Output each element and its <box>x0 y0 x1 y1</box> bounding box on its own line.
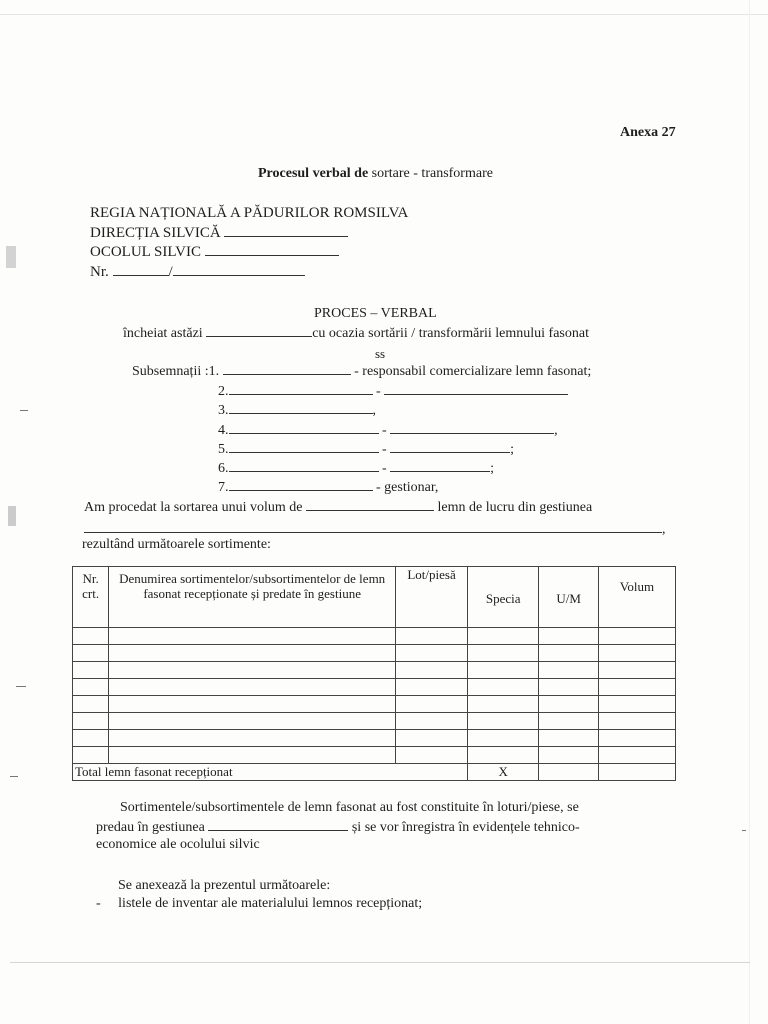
scan-speck <box>8 506 16 526</box>
signatory-3-number: 3. <box>218 403 229 418</box>
col-um <box>539 567 598 628</box>
table-cell[interactable] <box>598 645 675 662</box>
table-cell[interactable] <box>598 713 675 730</box>
table-total-row <box>73 764 676 781</box>
table-cell[interactable] <box>539 645 598 662</box>
lemn-lucru-text: lemn de lucru din gestiunea <box>437 500 593 515</box>
col-lot-piesa-label: Lot/piesă <box>407 567 456 582</box>
table-cell[interactable] <box>539 628 598 645</box>
signatory-2-dash: - <box>376 384 381 399</box>
incheiat-label: încheiat astăzi <box>123 326 203 341</box>
title-rest: sortare - transformare <box>368 166 493 181</box>
table-cell[interactable] <box>598 696 675 713</box>
table-cell[interactable] <box>539 696 598 713</box>
para1-line3: economice ale ocolului silvic <box>96 837 260 852</box>
bullet-1-text: listele de inventar ale materialului lemnos recepționat; <box>118 896 423 911</box>
signatory-7-number: 7. <box>218 480 229 495</box>
nr-label: Nr. <box>90 264 109 280</box>
signatory-2-line <box>218 382 568 400</box>
table-cell[interactable] <box>73 747 109 764</box>
table-cell[interactable] <box>468 662 539 679</box>
ocolul-line <box>90 243 339 261</box>
table-cell[interactable] <box>396 730 468 747</box>
gestiunea-blank[interactable] <box>84 520 662 533</box>
table-row <box>73 696 676 713</box>
table-cell[interactable] <box>396 696 468 713</box>
ocolul-label: OCOLUL SILVIC <box>90 244 201 260</box>
table-row <box>73 747 676 764</box>
table-cell[interactable] <box>396 679 468 696</box>
table-header-row <box>73 567 676 628</box>
table-cell[interactable] <box>598 662 675 679</box>
title-bold: Procesul verbal de <box>258 166 369 181</box>
signatory-5-blank[interactable] <box>229 440 379 453</box>
col-specia <box>468 567 539 628</box>
table-cell[interactable] <box>539 662 598 679</box>
org-name: REGIA NAȚIONALĂ A PĂDURILOR ROMSILVA <box>90 205 409 221</box>
table-cell[interactable] <box>539 713 598 730</box>
table-cell[interactable] <box>539 730 598 747</box>
table-cell[interactable] <box>73 628 109 645</box>
table-row <box>73 645 676 662</box>
signatory-1-number: 1. <box>208 364 220 379</box>
signatory-5-dash: - <box>382 442 387 457</box>
signatory-7-line <box>218 478 438 496</box>
signatory-7-role: - gestionar, <box>376 480 439 495</box>
table-cell[interactable] <box>598 730 675 747</box>
scan-speck <box>10 776 18 777</box>
table-cell[interactable] <box>73 713 109 730</box>
table-cell[interactable] <box>598 747 675 764</box>
ss-mark: ss <box>375 346 386 361</box>
table-cell[interactable] <box>598 628 675 645</box>
ocazia-text: cu ocazia sortării / transformării lemnului fasonat <box>312 326 589 341</box>
subsemnatii-line <box>132 362 591 380</box>
scan-speck <box>20 410 28 411</box>
table-cell[interactable] <box>109 713 396 730</box>
total-label: Total lemn fasonat recepționat <box>73 764 468 781</box>
directia-blank[interactable] <box>224 224 348 237</box>
nr-line <box>90 263 305 281</box>
col-lot-piesa <box>396 567 468 628</box>
table-cell[interactable] <box>109 679 396 696</box>
para1-line2-start: predau în gestiunea <box>96 820 205 835</box>
para1-line2-end: și se vor înregistra în evidențele tehnico- <box>351 820 580 835</box>
date-blank[interactable] <box>206 324 312 337</box>
table-row <box>73 662 676 679</box>
table-cell[interactable] <box>468 645 539 662</box>
table-cell[interactable] <box>109 645 396 662</box>
table-cell[interactable] <box>539 679 598 696</box>
scan-speck <box>6 246 16 268</box>
directia-label: DIRECȚIA SILVICĂ <box>90 225 221 241</box>
table-row <box>73 628 676 645</box>
signatory-4-blank[interactable] <box>229 421 379 434</box>
table-cell[interactable] <box>539 747 598 764</box>
ocolul-blank[interactable] <box>205 243 339 256</box>
table-cell[interactable] <box>396 645 468 662</box>
table-cell[interactable] <box>73 662 109 679</box>
nr-separator: / <box>168 264 173 280</box>
scan-speck <box>10 962 750 963</box>
signatory-5-end: ; <box>510 442 515 457</box>
signatory-6-number: 6. <box>218 461 229 476</box>
gestiunea-predare-blank[interactable] <box>208 818 348 831</box>
document-title <box>258 166 493 182</box>
scan-top-edge <box>0 14 768 15</box>
table-cell[interactable] <box>73 730 109 747</box>
col-nr-crt <box>73 567 109 628</box>
scan-speck <box>16 686 26 687</box>
signatory-4-line <box>218 421 558 439</box>
signatory-3-comma: , <box>372 403 376 418</box>
signatory-6-dash: - <box>382 461 387 476</box>
table-cell[interactable] <box>396 747 468 764</box>
total-um[interactable] <box>539 764 598 781</box>
table-cell[interactable] <box>73 645 109 662</box>
table-cell[interactable] <box>468 730 539 747</box>
table-cell[interactable] <box>598 679 675 696</box>
signatory-2-number: 2. <box>218 384 229 399</box>
table-cell[interactable] <box>468 713 539 730</box>
col-volum <box>598 567 675 628</box>
gestiunea-line <box>84 520 666 538</box>
signatory-5-role-blank[interactable] <box>390 440 510 453</box>
table-cell[interactable] <box>468 679 539 696</box>
col-denumire-label: Denumirea sortimentelor/subsortimentelor de lemn fasonat recepționate și predate în gestiune <box>119 571 386 601</box>
signatory-5-number: 5. <box>218 442 229 457</box>
nr-blank-1[interactable] <box>113 263 169 276</box>
signatory-4-end: , <box>554 423 558 438</box>
signatory-7-blank[interactable] <box>229 478 373 491</box>
col-volum-label: Volum <box>619 579 655 594</box>
incheiat-line <box>123 324 589 342</box>
table-cell[interactable] <box>73 679 109 696</box>
procedat-line <box>84 498 592 516</box>
signatory-2-blank[interactable] <box>229 382 373 395</box>
total-volum[interactable] <box>598 764 675 781</box>
col-um-label: U/M <box>556 591 581 606</box>
annex-label: Anexa 27 <box>620 125 676 140</box>
para1-line1: Sortimentele/subsortimentele de lemn fasonat au fost constituite în loturi/piese, se <box>120 800 579 815</box>
signatory-6-role-blank[interactable] <box>390 459 490 472</box>
signatory-3-blank[interactable] <box>229 401 373 414</box>
table-cell[interactable] <box>396 628 468 645</box>
signatory-6-end: ; <box>490 461 495 476</box>
volume-blank[interactable] <box>306 498 434 511</box>
signatory-6-blank[interactable] <box>229 459 379 472</box>
bullet-1 <box>96 896 422 912</box>
rezultand-text: rezultând următoarele sortimente: <box>82 537 271 552</box>
table-cell[interactable] <box>396 713 468 730</box>
table-cell[interactable] <box>109 730 396 747</box>
table-row <box>73 679 676 696</box>
signatory-6-line <box>218 459 494 477</box>
gestiunea-line-end: , <box>662 522 666 537</box>
signatory-4-number: 4. <box>218 423 229 438</box>
proces-verbal-heading: PROCES – VERBAL <box>314 306 437 321</box>
table-cell[interactable] <box>109 628 396 645</box>
subsemnatii-label: Subsemnații : <box>132 364 209 379</box>
table-cell[interactable] <box>109 747 396 764</box>
signatory-4-role-blank[interactable] <box>390 421 554 434</box>
bullet-dash: - <box>96 896 101 911</box>
signatory-1-role: - responsabil comercializare lemn fasonat; <box>354 364 592 379</box>
col-specia-label: Specia <box>485 591 521 606</box>
signatory-1-blank[interactable] <box>223 362 351 375</box>
directia-line <box>90 224 348 242</box>
table-row <box>73 713 676 730</box>
col-denumire <box>109 567 396 628</box>
table-cell[interactable] <box>109 662 396 679</box>
table-cell[interactable] <box>73 696 109 713</box>
table-cell[interactable] <box>468 628 539 645</box>
col-nr-crt-label: Nr. crt. <box>82 571 100 601</box>
scan-right-edge <box>749 0 750 1024</box>
sortiment-table <box>72 566 676 781</box>
table-cell[interactable] <box>396 662 468 679</box>
signatory-5-line <box>218 440 514 458</box>
signatory-3-line <box>218 401 376 419</box>
table-cell[interactable] <box>109 696 396 713</box>
nr-blank-2[interactable] <box>173 263 305 276</box>
procedat-text: Am procedat la sortarea unui volum de <box>84 500 303 515</box>
table-row <box>73 730 676 747</box>
anexeaza-text: Se anexează la prezentul următoarele: <box>118 878 331 893</box>
scan-speck <box>742 830 746 831</box>
total-specia: X <box>468 764 539 781</box>
signatory-2-role-blank[interactable] <box>384 382 568 395</box>
signatory-4-dash: - <box>382 423 387 438</box>
table-cell[interactable] <box>468 747 539 764</box>
table-cell[interactable] <box>468 696 539 713</box>
para1-line2 <box>96 818 580 836</box>
